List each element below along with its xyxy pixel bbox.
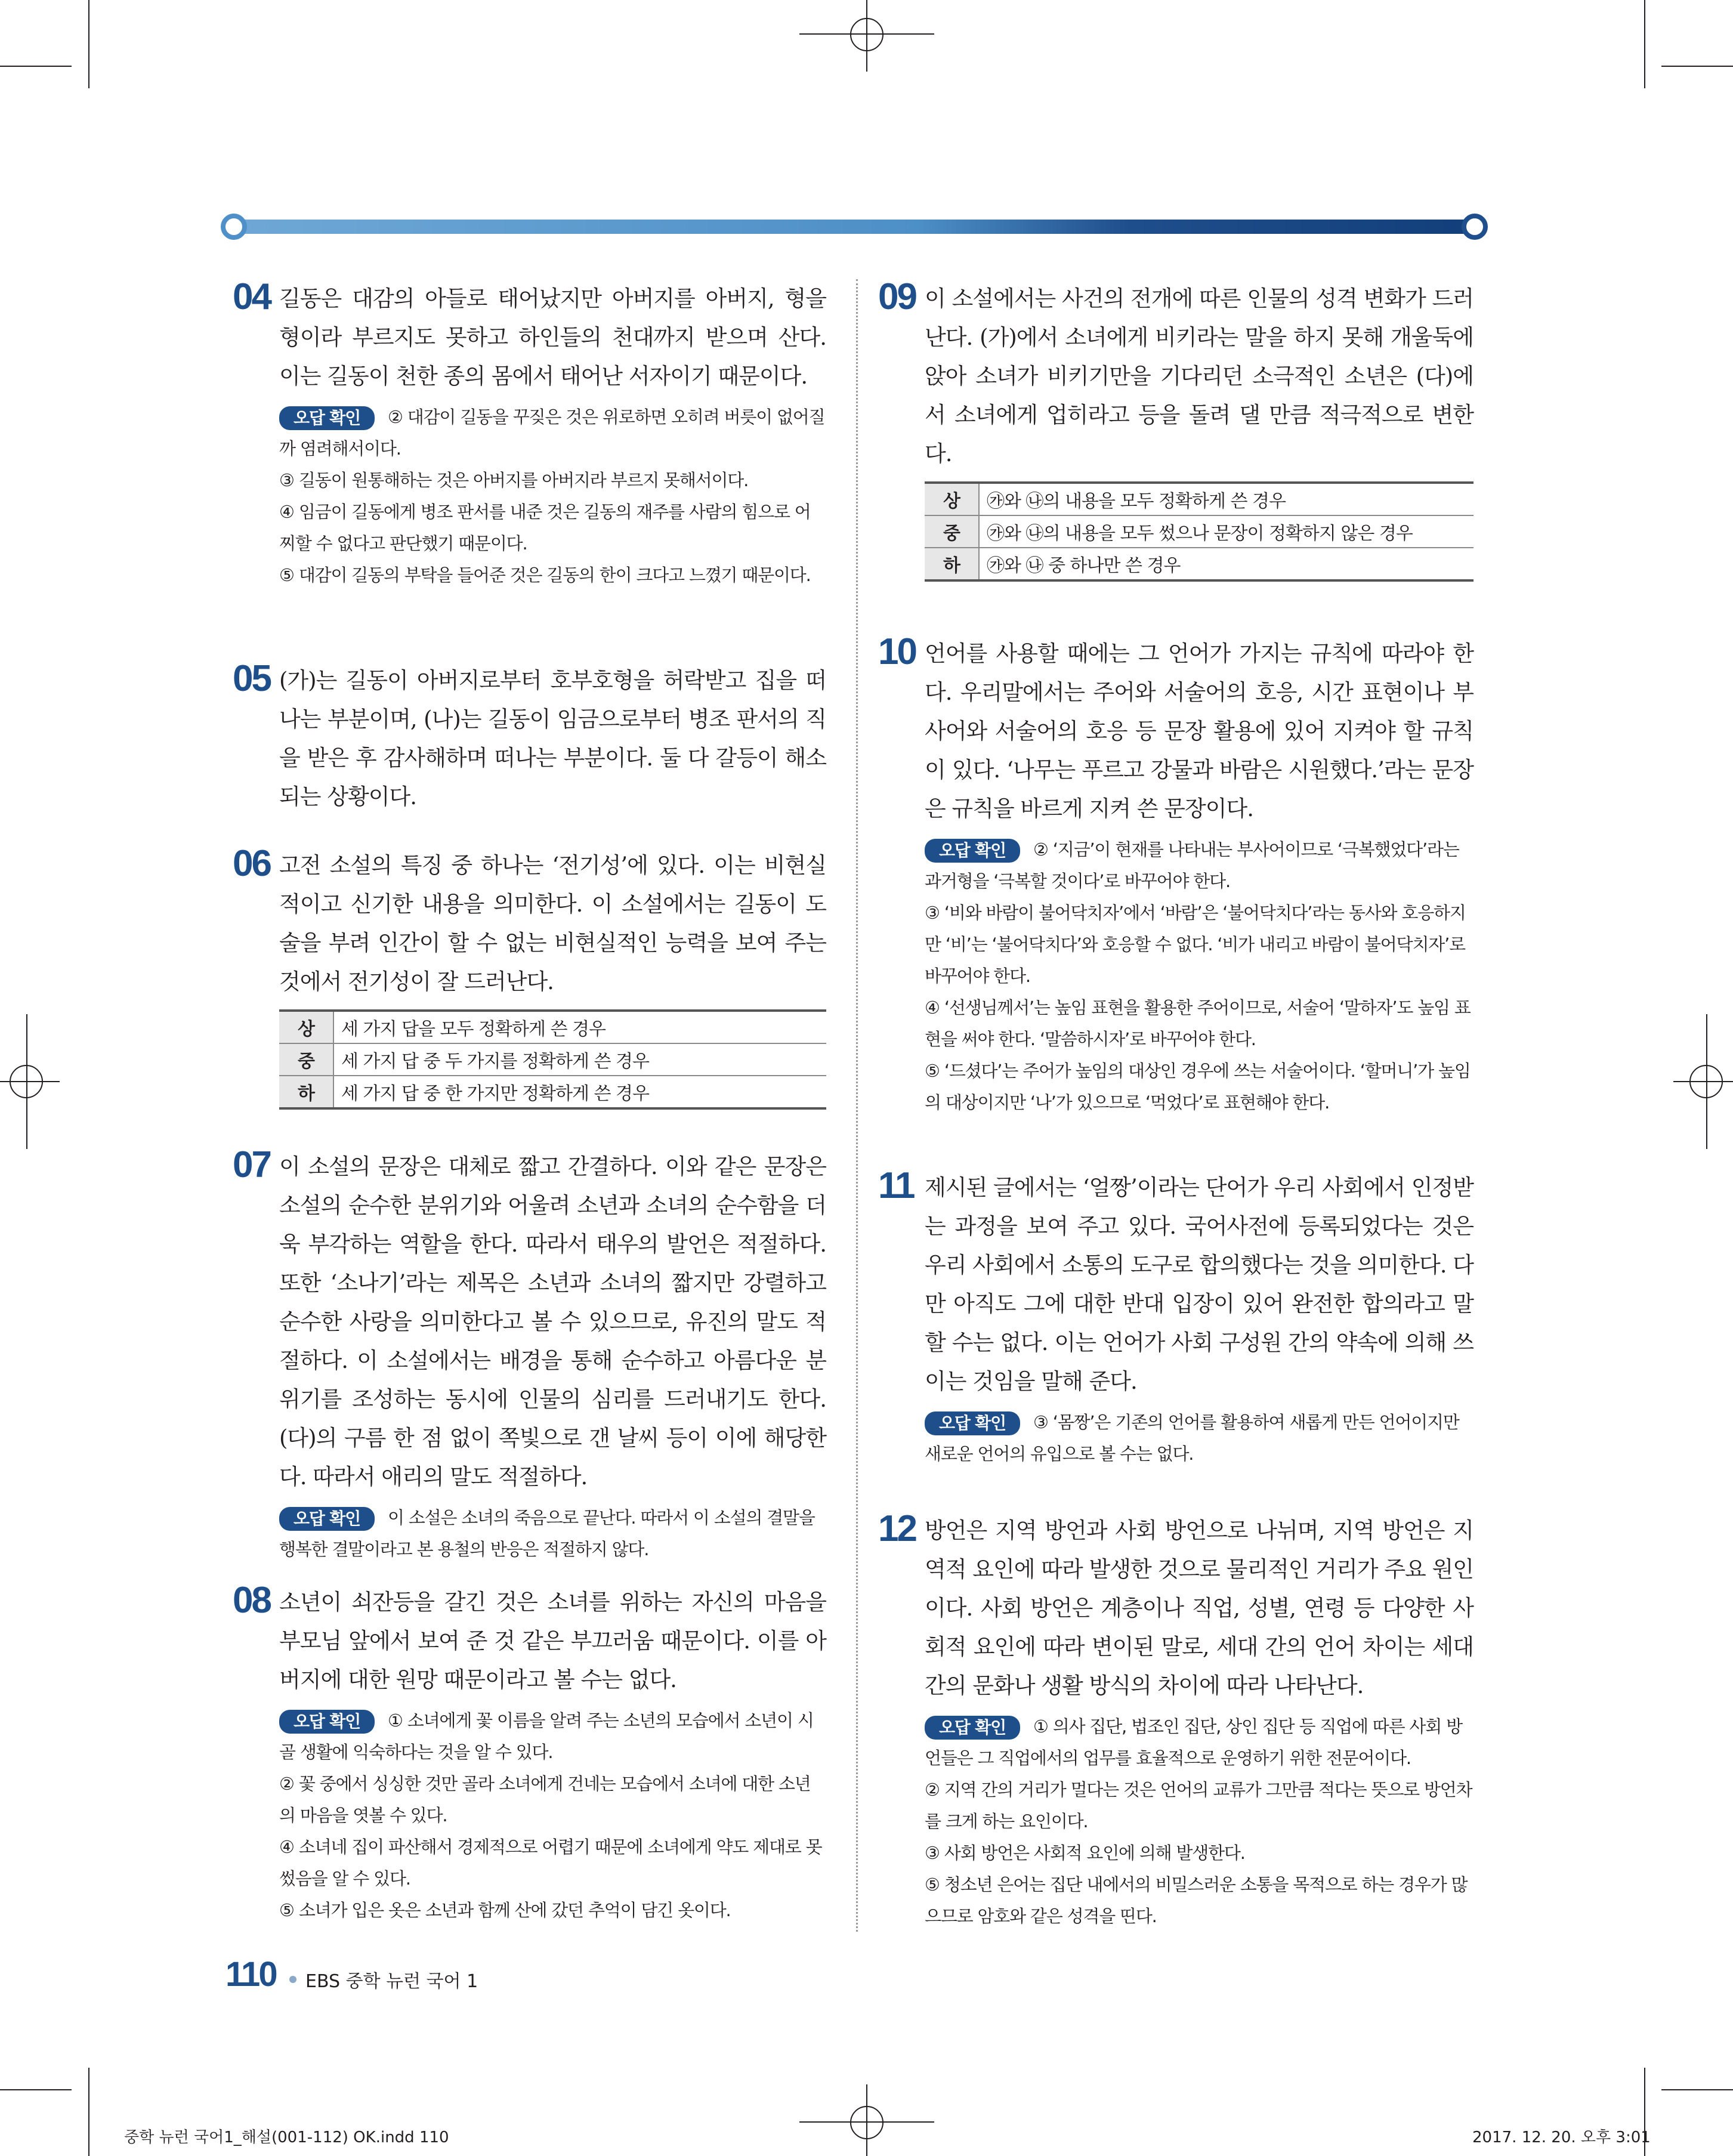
wrong-answer-badge: 오답 확인 [925, 839, 1020, 863]
question-08 [233, 1580, 826, 1926]
grade-level: 하 [279, 1076, 333, 1108]
crop-mark [88, 0, 89, 88]
note-line: ② 대감이 길동을 꾸짖은 것은 위로하면 오히려 버릇이 없어질까 염려해서이다. [279, 407, 825, 459]
question-12 [878, 1508, 1473, 1932]
grade-level: 중 [279, 1043, 333, 1076]
crop-mark [0, 66, 72, 67]
grade-desc: ㉮와 ㉯의 내용을 모두 썼으나 문장이 정확하지 않은 경우 [987, 523, 1413, 544]
file-slug: 중학 뉴런 국어1_해설(001-112) OK.indd 110 [124, 2129, 449, 2146]
grade-level: 중 [925, 515, 979, 548]
note-line: ③ 사회 방언은 사회적 요인에 의해 발생한다. [925, 1843, 1245, 1863]
note-line: ③ 길동이 원통해하는 것은 아버지를 아버지라 부르지 못해서이다. [279, 470, 749, 490]
registration-circle [850, 2106, 884, 2139]
note-line: ② 지역 간의 거리가 멀다는 것은 언어의 교류가 그만큼 적다는 뜻으로 방언차를 크게 하는 요인이다. [925, 1780, 1472, 1831]
wrong-answer-badge: 오답 확인 [925, 1716, 1020, 1740]
wrong-answer-notes [925, 1407, 1473, 1470]
note-line: ③ ‘몸짱’은 기존의 언어를 활용하여 새롭게 만든 언어이지만 새로운 언어의 유입으로 볼 수는 없다. [925, 1412, 1459, 1464]
question-05 [233, 658, 826, 816]
question-answer: 제시된 글에서는 ‘얼짱’이라는 단어가 우리 사회에서 인정받는 과정을 보여 주고 있다. 국어사전에 등록되었다는 것은 우리 사회에서 소통의 도구로 합의했다는 것을 의미한다. 다만 아직도 그에 대한 반대 입장이 있어 완전한 합의라고 말할 수는 없다. 이는 언어가 사회 구성원 간의 약속에 의해 쓰이는 것임을 말해 준다. [925, 1175, 1473, 1394]
note-line: ④ 소녀네 집이 파산해서 경제적으로 어렵기 때문에 소녀에게 약도 제대로 못 썼음을 알 수 있다. [279, 1837, 822, 1889]
question-06 [233, 843, 826, 1110]
crop-mark [88, 2068, 89, 2156]
date-slug: 2017. 12. 20. 오후 3:01 [1472, 2129, 1651, 2146]
crop-mark [1661, 66, 1733, 67]
question-answer: (가)는 길동이 아버지로부터 호부호형을 허락받고 집을 떠나는 부분이며, (나)는 길동이 임금으로부터 병조 판서의 직을 받은 후 감사해하며 떠나는 부분이다. 둘 다 갈등이 해소되는 상황이다. [279, 668, 826, 810]
grade-level: 하 [925, 548, 979, 580]
question-answer: 소년이 쇠잔등을 갈긴 것은 소녀를 위하는 자신의 마음을 부모님 앞에서 보여 준 것 같은 부끄러움 때문이다. 이를 아버지에 대한 원망 때문이라고 볼 수는 없다. [279, 1589, 826, 1692]
grade-desc: 세 가지 답 중 두 가지를 정확하게 쓴 경우 [341, 1051, 649, 1072]
grading-row [925, 548, 1473, 580]
question-07 [233, 1144, 826, 1565]
wrong-answer-badge: 오답 확인 [925, 1411, 1020, 1435]
wrong-answer-notes [925, 1711, 1473, 1932]
question-answer: 이 소설의 문장은 대체로 짧고 간결하다. 이와 같은 문장은 소설의 순수한 분위기와 어울려 소년과 소녀의 순수함을 더욱 부각하는 역할을 한다. 따라서 태우의 발언은 적절하다. 또한 ‘소나기’라는 제목은 소년과 소녀의 짧지만 강렬하고 순수한 사랑을 의미한다고 볼 수 있으므로, 유진의 말도 적절하다. 이 소설에서는 배경을 통해 순수하고 아름다운 분위기를 조성하는 동시에 인물의 심리를 드러내기도 한다. (다)의 구름 한 점 없이 쪽빛으로 갠 날씨 등이 이에 해당한다. 따라서 애리의 말도 적절하다. [279, 1154, 826, 1490]
wrong-answer-notes [925, 834, 1473, 1119]
question-answer: 고전 소설의 특징 중 하나는 ‘전기성’에 있다. 이는 비현실적이고 신기한 내용을 의미한다. 이 소설에서는 길동이 도술을 부려 인간이 할 수 없는 비현실적인 능력을 보여 주는 것에서 전기성이 잘 드러난다. [279, 852, 826, 994]
wrong-answer-notes [279, 1502, 826, 1565]
note-line: ⑤ 대감이 길동의 부탁을 들어준 것은 길동의 한이 크다고 느꼈기 때문이다. [279, 565, 811, 585]
wrong-answer-badge: 오답 확인 [279, 406, 375, 430]
grade-desc: ㉮와 ㉯의 내용을 모두 정확하게 쓴 경우 [987, 491, 1286, 512]
note-line: ⑤ 소녀가 입은 옷은 소년과 함께 산에 갔던 추억이 담긴 옷이다. [279, 1900, 731, 1920]
question-answer: 길동은 대감의 아들로 태어났지만 아버지를 아버지, 형을 형이라 부르지도 못하고 하인들의 천대까지 받으며 산다. 이는 길동이 천한 종의 몸에서 태어난 서자이기 때문이다. [279, 286, 826, 389]
question-10 [878, 631, 1473, 1119]
book-title: EBS 중학 뉴런 국어 1 [305, 1971, 478, 1992]
note-line: ② 꽃 중에서 싱싱한 것만 골라 소녀에게 건네는 모습에서 소녀에 대한 소년의 마음을 엿볼 수 있다. [279, 1774, 811, 1826]
question-number: 04 [233, 276, 270, 317]
wrong-answer-badge: 오답 확인 [279, 1710, 375, 1734]
question-number: 08 [233, 1580, 270, 1621]
question-11 [878, 1165, 1473, 1470]
crop-mark [1661, 2089, 1733, 2090]
grading-row [279, 1011, 826, 1043]
grading-row [925, 483, 1473, 515]
question-number: 07 [233, 1144, 270, 1185]
question-number: 11 [878, 1165, 914, 1206]
question-number: 06 [233, 843, 270, 884]
note-line: ⑤ ‘드셨다’는 주어가 높임의 대상인 경우에 쓰는 서술어이다. ‘할머니’가 높임의 대상이지만 ‘나’가 있으므로 ‘먹었다’로 표현해야 한다. [925, 1061, 1471, 1113]
question-number: 05 [233, 658, 270, 699]
header-bar [230, 220, 1479, 234]
wrong-answer-badge: 오답 확인 [279, 1507, 375, 1531]
wrong-answer-notes [279, 401, 826, 591]
header-bar-cap-right [1462, 214, 1488, 240]
grading-table [279, 1009, 826, 1110]
grade-level: 상 [279, 1011, 333, 1043]
question-answer: 언어를 사용할 때에는 그 언어가 가지는 규칙에 따라야 한다. 우리말에서는 주어와 서술어의 호응, 시간 표현이나 부사어와 서술어의 호응 등 문장 활용에 있어 지켜야 할 규칙이 있다. ‘나무는 푸르고 강물과 바람은 시원했다.’라는 문장은 규칙을 바르게 지켜 쓴 문장이다. [925, 641, 1473, 821]
grade-desc: 세 가지 답을 모두 정확하게 쓴 경우 [341, 1019, 606, 1040]
column-divider [856, 279, 858, 1932]
registration-circle [10, 1065, 43, 1098]
note-line: 이 소설은 소녀의 죽음으로 끝난다. 따라서 이 소설의 결말을 행복한 결말이라고 본 용철의 반응은 적절하지 않다. [279, 1508, 815, 1559]
question-answer: 이 소설에서는 사건의 전개에 따른 인물의 성격 변화가 드러난다. (가)에서 소녀에게 비키라는 말을 하지 못해 개울둑에 앉아 소녀가 비키기만을 기다리던 소극적인 소년은 (다)에서 소녀에게 업히라고 등을 돌려 댈 만큼 적극적으로 변한다. [925, 286, 1473, 467]
note-line: ④ 임금이 길동에게 병조 판서를 내준 것은 길동의 재주를 사람의 힘으로 어찌할 수 없다고 판단했기 때문이다. [279, 502, 811, 554]
note-line: ① 소녀에게 꽃 이름을 알려 주는 소년의 모습에서 소년이 시골 생활에 익숙하다는 것을 알 수 있다. [279, 1710, 814, 1762]
footer-bullet [289, 1976, 296, 1983]
grading-row [279, 1076, 826, 1108]
crop-mark [0, 2089, 72, 2090]
registration-circle [850, 18, 884, 51]
crop-mark [1644, 0, 1645, 88]
grade-desc: ㉮와 ㉯ 중 하나만 쓴 경우 [987, 555, 1181, 576]
note-line: ① 의사 집단, 법조인 집단, 상인 집단 등 직업에 따른 사회 방언들은 그 직업에서의 업무를 효율적으로 운영하기 위한 전문어이다. [925, 1716, 1462, 1768]
grading-row [925, 515, 1473, 548]
note-line: ③ ‘비와 바람이 불어닥치자’에서 ‘바람’은 ‘불어닥치다’라는 동사와 호응하지만 ‘비’는 ‘불어닥치다’와 호응할 수 없다. ‘비가 내리고 바람이 불어닥치자’로 바꾸어야 한다. [925, 903, 1466, 986]
question-number: 12 [878, 1508, 916, 1549]
note-line: ④ ‘선생님께서’는 높임 표현을 활용한 주어이므로, 서술어 ‘말하자’도 높임 표현을 써야 한다. ‘말씀하시자’로 바꾸어야 한다. [925, 997, 1471, 1049]
question-answer: 방언은 지역 방언과 사회 방언으로 나뉘며, 지역 방언은 지역적 요인에 따라 발생한 것으로 물리적인 거리가 주요 원인이다. 사회 방언은 계층이나 직업, 성별, 연령 등 다양한 사회적 요인에 따라 변이된 말로, 세대 간의 언어 차이는 세대 간의 문화나 생활 방식의 차이에 따라 나타난다. [925, 1518, 1473, 1698]
question-number: 10 [878, 631, 916, 672]
wrong-answer-notes [279, 1705, 826, 1926]
grading-row [279, 1043, 826, 1076]
page-number: 110 [225, 1955, 276, 1994]
grading-table [925, 481, 1473, 582]
grade-desc: 세 가지 답 중 한 가지만 정확하게 쓴 경우 [341, 1083, 649, 1104]
question-number: 09 [878, 276, 916, 317]
question-09 [878, 276, 1473, 582]
registration-circle [1689, 1065, 1723, 1098]
note-line: ⑤ 청소년 은어는 집단 내에서의 비밀스러운 소통을 목적으로 하는 경우가 많으므로 암호와 같은 성격을 띤다. [925, 1874, 1468, 1926]
question-04 [233, 276, 826, 591]
grade-level: 상 [925, 483, 979, 515]
header-bar-cap-left [221, 214, 247, 240]
note-line: ② ‘지금’이 현재를 나타내는 부사어이므로 ‘극복했었다’라는 과거형을 ‘극복할 것이다’로 바꾸어야 한다. [925, 839, 1459, 891]
